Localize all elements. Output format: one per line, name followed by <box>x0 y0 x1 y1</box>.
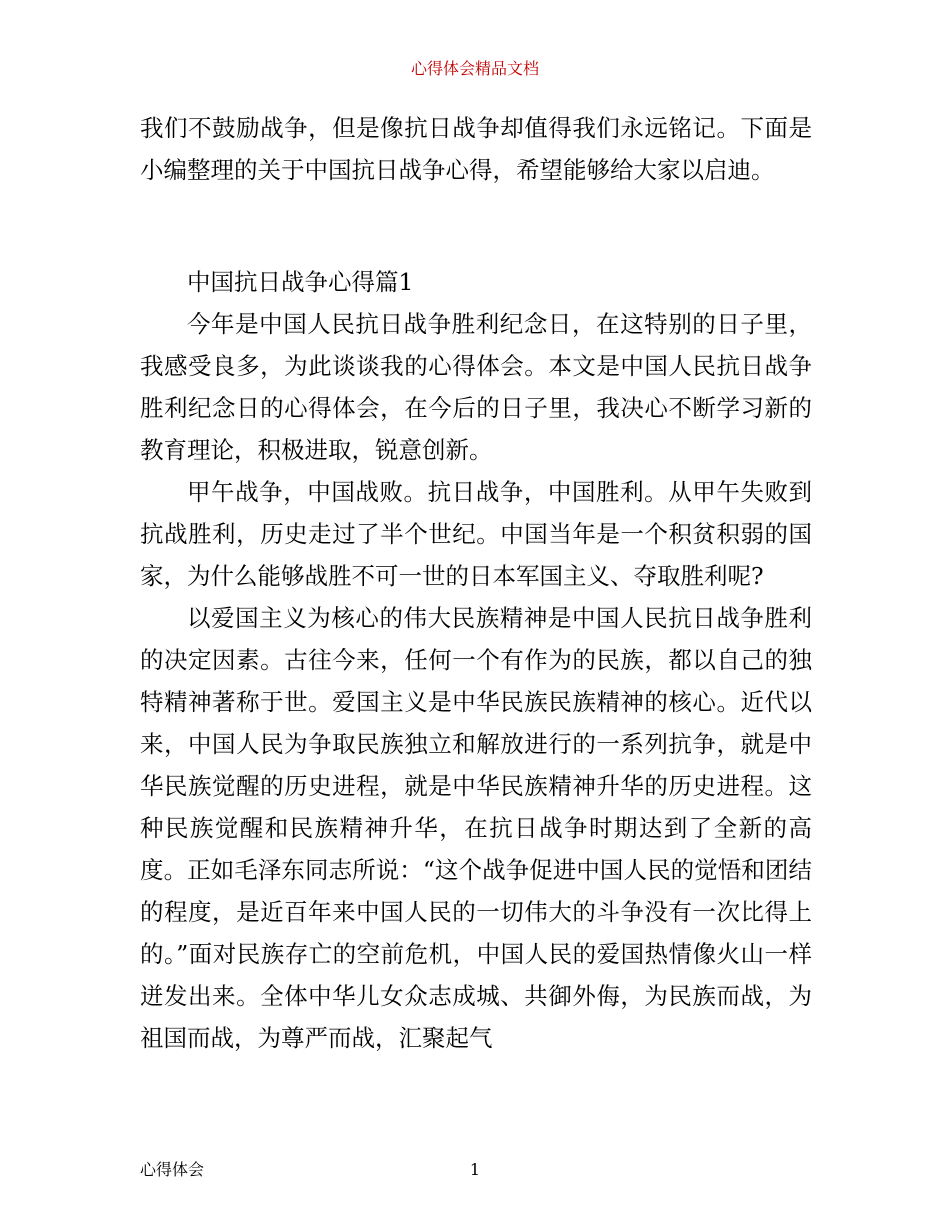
document-body <box>140 107 812 1059</box>
body-paragraph: 今年是中国人民抗日战争胜利纪念日，在这特别的日子里，我感受良多，为此谈谈我的心得体会。本文是中国人民抗日战争胜利纪念日的心得体会，在今后的日子里，我决心不断学习新的教育理论，积极进取，锐意创新。 <box>140 310 812 464</box>
intro-paragraph: 我们不鼓励战争，但是像抗日战争却值得我们永远铭记。下面是小编整理的关于中国抗日战争心得，希望能够给大家以启迪。 <box>140 114 812 184</box>
body-paragraph: 以爱国主义为核心的伟大民族精神是中国人民抗日战争胜利的决定因素。古往今来，任何一个有作为的民族，都以自己的独特精神著称于世。爱国主义是中华民族民族精神的核心。近代以来，中国人民为争取民族独立和解放进行的一系列抗争，就是中华民族觉醒的历史进程，就是中华民族精神升华的历史进程。这种民族觉醒和民族精神升华，在抗日战争时期达到了全新的高度。正如毛泽东同志所说：“这个战争促进中国人民的觉悟和团结的程度，是近百年来中国人民的一切伟大的斗争没有一次比得上的。”面对民族存亡的空前危机，中国人民的爱国热情像火山一样迸发出来。全体中华儿女众志成城、共御外侮，为民族而战，为祖国而战，为尊严而战，汇聚起气 <box>140 604 812 1052</box>
section-title: 中国抗日战争心得篇1 <box>187 268 414 296</box>
body-paragraph: 甲午战争，中国战败。抗日战争，中国胜利。从甲午失败到抗战胜利，历史走过了半个世纪。中国当年是一个积贫积弱的国家，为什么能够战胜不可一世的日本军国主义、夺取胜利呢? <box>140 478 812 590</box>
page-number: 1 <box>469 1160 481 1179</box>
document-header-title: 心得体会精品文档 <box>410 59 539 78</box>
footer-label: 心得体会 <box>140 1160 205 1179</box>
